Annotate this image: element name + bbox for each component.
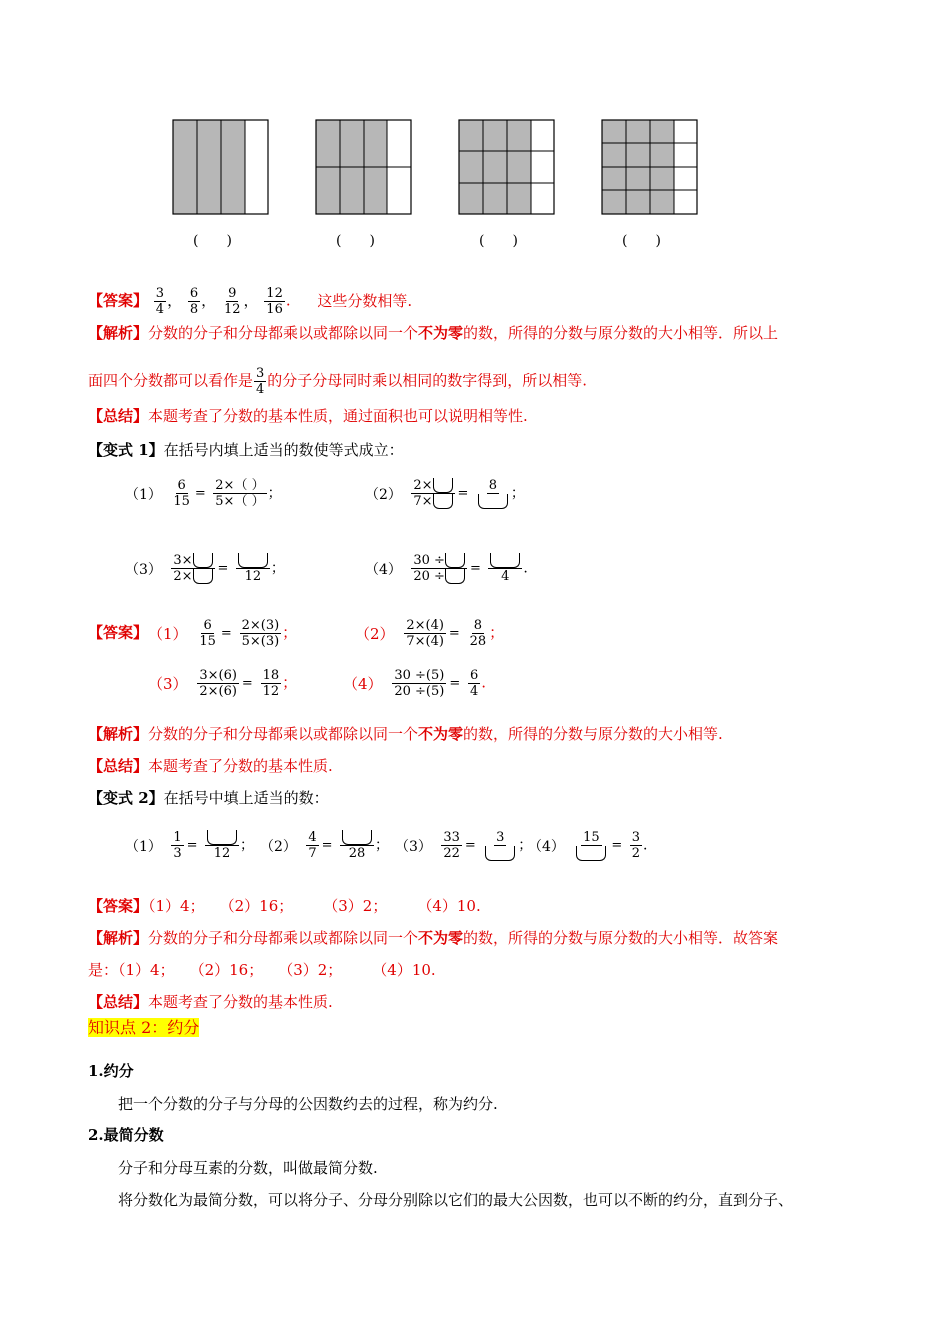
kp2-title: 知识点 2：约分 bbox=[88, 1018, 200, 1037]
variant-1-answer-2: （2） $\frac{2\times(4)}{7\times(4)}$ = $\frac{8}{28}$ ； bbox=[355, 618, 505, 649]
analysis-1-line-2: 面四个分数都可以看作是 $\frac{3}{4}$ 的分子分母同时乘以相同的数字得到，所以相等. bbox=[88, 366, 588, 397]
variant-1-q3: （3） $\frac{3\times}{2\times}$ = 12 ； bbox=[125, 553, 285, 584]
grid-blank-4: ( ) bbox=[622, 233, 661, 249]
variant-1-answer-4: （4） $\frac{30 \div(5)}{20 \div(5)}$ = $\frac{6}{4}$ . bbox=[343, 668, 487, 699]
variant-1-summary: 【总结】本题考查了分数的基本性质. bbox=[88, 757, 333, 775]
variant-2-title: 【变式 2】在括号中填上适当的数： bbox=[88, 789, 329, 807]
variant-2-q1: （1） $\frac{1}{3}$ = 12 ； bbox=[125, 830, 255, 861]
grid-blank-3: ( ) bbox=[479, 233, 518, 249]
variant-1-analysis: 【解析】分数的分子和分母都乘以或都除以同一个不为零的数，所得的分数与原分数的大小相等. bbox=[88, 725, 723, 743]
variant-1-q2: （2） $\frac{2\times}{7\times}$ = 8 ； bbox=[365, 478, 525, 509]
variant-2-q3: （3） $\frac{33}{22}$ = 3 ； bbox=[395, 830, 533, 861]
variant-2-answer: 【答案】（1）4； （2）16； （3）2； （4）10. bbox=[88, 897, 481, 915]
grid-3-of-4 bbox=[173, 120, 268, 214]
kp2-paragraph-3: 将分数化为最简分数，可以将分子、分母分别除以它们的最大公因数，也可以不断的约分，直到分子、 bbox=[118, 1191, 794, 1209]
grid-blank-1: ( ) bbox=[193, 233, 232, 249]
grid-9-of-12 bbox=[459, 120, 554, 214]
kp2-heading-2: 2.最简分数 bbox=[88, 1126, 164, 1144]
variant-1-answer-3: （3） $\frac{3\times(6)}{2\times(6)}$ = $\frac{18}{12}$ ； bbox=[148, 668, 298, 699]
answer-1: 【答案】 $\frac{3}{4}$ ， $\frac{6}{8}$ ， $\frac{9}{12}$ ， $\frac{12}{16}$ . 这些分数相等. bbox=[88, 286, 413, 317]
variant-2-summary: 【总结】本题考查了分数的基本性质. bbox=[88, 993, 333, 1011]
kp2-heading-1: 1.约分 bbox=[88, 1062, 134, 1080]
grid-blank-2: ( ) bbox=[336, 233, 375, 249]
kp2-paragraph-2: 分子和分母互素的分数，叫做最简分数. bbox=[118, 1159, 378, 1177]
kp2-paragraph-1: 把一个分数的分子与分母的公因数约去的过程，称为约分. bbox=[118, 1095, 498, 1113]
summary-1: 【总结】本题考查了分数的基本性质，通过面积也可以说明相等性. bbox=[88, 407, 528, 425]
variant-1-title: 【变式 1】在括号内填上适当的数使等式成立： bbox=[88, 441, 404, 459]
variant-2-q4: （4） 15 = $\frac{3}{2}$ . bbox=[528, 830, 648, 861]
grid-6-of-8 bbox=[316, 120, 411, 214]
variant-1-q1: （1） $\frac{6}{15}$ = $\frac{2\times( )}{5\times( )}$ ； bbox=[125, 478, 282, 509]
variant-1-answer-1: 【答案】（1） $\frac{6}{15}$ = $\frac{2\times(3)}{5\times(3)}$ ； bbox=[88, 618, 298, 649]
fraction-grids-figure bbox=[0, 0, 950, 230]
analysis-1: 【解析】分数的分子和分母都乘以或都除以同一个不为零的数，所得的分数与原分数的大小相等．所以上 bbox=[88, 324, 779, 342]
variant-2-analysis-line-2: 是：（1）4； （2）16； （3）2； （4）10. bbox=[88, 961, 436, 979]
variant-2-analysis: 【解析】分数的分子和分母都乘以或都除以同一个不为零的数，所得的分数与原分数的大小相等．故答案 bbox=[88, 929, 779, 947]
variant-2-q2: （2） $\frac{4}{7}$ = 28 ； bbox=[260, 830, 390, 861]
grid-12-of-16 bbox=[602, 120, 697, 214]
variant-1-q4: （4） $\frac{30 \div}{20 \div}$ = 4 . bbox=[365, 553, 528, 584]
